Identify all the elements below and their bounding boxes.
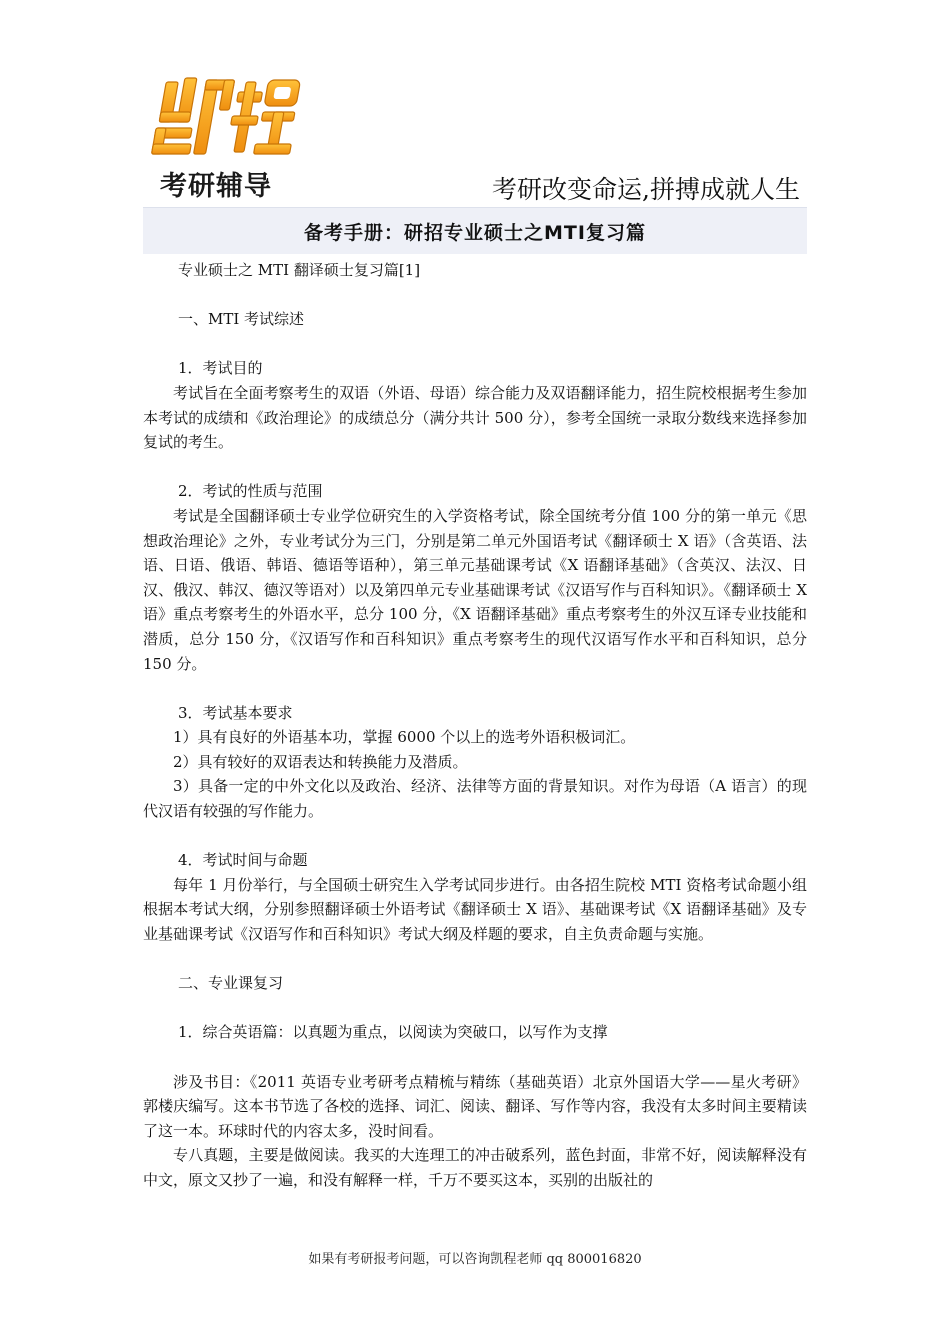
section-title: 二、专业课复习 <box>178 974 284 993</box>
spacer <box>143 996 807 1021</box>
kaicheng-logo <box>150 72 302 202</box>
paragraph: 考试是全国翻译硕士专业学位研究生的入学资格考试，除全国统考分值 100 分的第一单元《思想政治理论》之外，专业考试分为三门，分别是第二单元外国语考试《翻译硕士 X 语》（含英语、法语、日语、俄语、韩语、德语等语种），第三单元基础课考试《X 语翻译基础》（含英汉、法汉、日汉、俄汉、韩汉、德汉等语对）以及第四单元专业基础课考试《汉语写作与百科知识》。《翻译硕士 X 语》重点考察考生的外语水平，总分 100 分，《X 语翻译基础》重点考察考生的外汉互译专业技能和潜质，总分 150 分，《汉语写作和百科知识》重点考察考生的现代汉语写作水平和百科知识，总分 150 分。 <box>143 506 807 673</box>
spacer <box>143 332 807 357</box>
paragraph: 每年 1 月份举行，与全国硕士研究生入学考试同步进行。由各招生院校 MTI 资格考试命题小组根据本考试大纲，分别参照翻译硕士外语考试《翻译硕士 X 语》、基础课考试《X 语翻译基础》及专业基础课考试《汉语写作和百科知识》考试大纲及样题的要求，自主负责命题与实施。 <box>143 875 807 944</box>
spacer <box>143 283 807 308</box>
doc-heading: 专业硕士之 MTI 翻译硕士复习篇[1] <box>178 261 421 279</box>
page-title: 备考手册：研招专业硕士之MTI复习篇 <box>304 222 646 244</box>
subsection-heading: 4．考试时间与命题 <box>178 851 308 870</box>
spacer <box>143 455 807 480</box>
logo-mark-icon <box>150 72 302 158</box>
spacer <box>143 824 807 849</box>
logo-subtitle: 考研辅导 <box>160 171 272 202</box>
requirement-item: 3）具备一定的中外文化以及政治、经济、法律等方面的背景知识。对作为母语（A 语言）的现代汉语有较强的写作能力。 <box>143 777 807 821</box>
paragraph: 专八真题，主要是做阅读。我买的大连理工的冲击破系列，蓝色封面，非常不好，阅读解释没有中文，原文又抄了一遍，和没有解释一样，千万不要买这本，买别的出版社的 <box>143 1146 807 1189</box>
requirement-item: 2）具有较好的双语表达和转换能力及潜质。 <box>173 752 468 771</box>
subsection-heading: 1．综合英语篇：以真题为重点，以阅读为突破口，以写作为支撑 <box>178 1023 608 1042</box>
page-footer: 如果有考研报考问题，可以咨询凯程老师 qq 800016820 <box>308 1252 642 1267</box>
section-title: 一、MTI 考试综述 <box>178 310 305 329</box>
title-banner <box>143 207 807 254</box>
spacer <box>143 676 807 701</box>
subsection-heading: 3．考试基本要求 <box>178 703 293 722</box>
requirement-item: 1）具有良好的外语基本功，掌握 6000 个以上的选考外语积极词汇。 <box>173 728 636 747</box>
spacer <box>143 947 807 972</box>
spacer <box>143 1045 807 1070</box>
paragraph: 考试旨在全面考察考生的双语（外语、母语）综合能力及双语翻译能力，招生院校根据考生参加本考试的成绩和《政治理论》的成绩总分（满分共计 500 分），参考全国统一录取分数线来选择参加复试的考生。 <box>143 383 807 452</box>
subsection-heading: 2．考试的性质与范围 <box>178 482 323 501</box>
paragraph: 涉及书目：《2011 英语专业考研考点精梳与精练（基础英语）北京外国语大学——星火考研》郭楼庆编写。这本书节选了各校的选择、词汇、阅读、翻译、写作等内容，我没有太多时间主要精读了这一本。环球时代的内容太多，没时间看。 <box>143 1072 807 1140</box>
header-slogan: 考研改变命运,拼搏成就人生 <box>492 175 800 204</box>
document-body <box>143 258 807 1193</box>
subsection-heading: 1．考试目的 <box>178 359 263 378</box>
